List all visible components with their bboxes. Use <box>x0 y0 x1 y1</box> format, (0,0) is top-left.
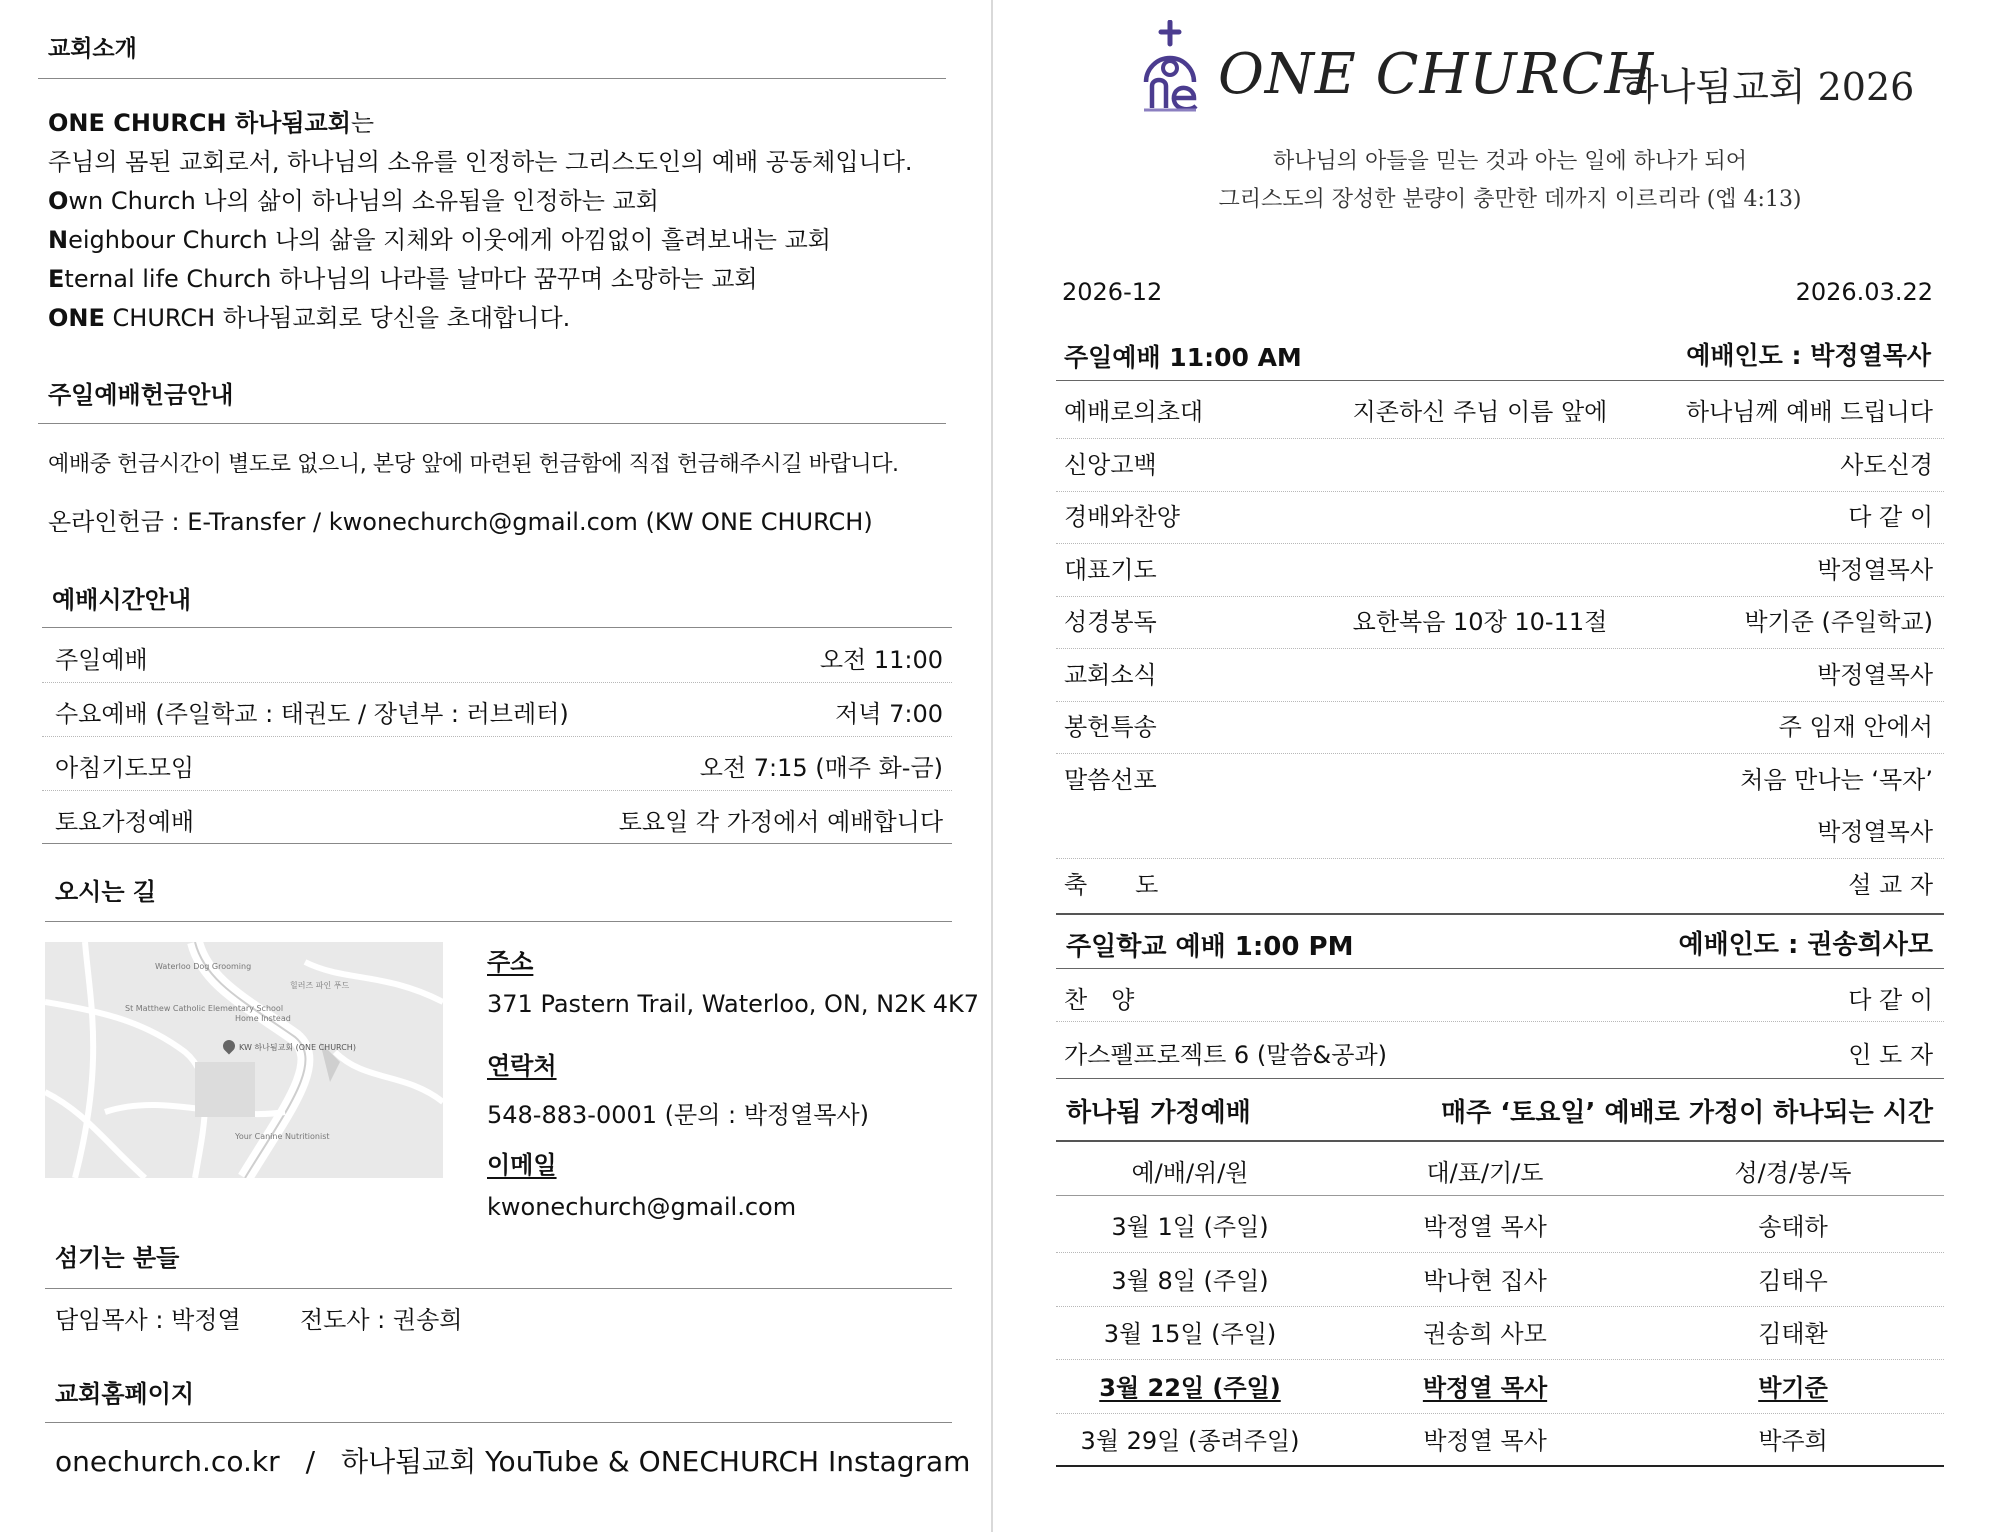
order-row-divider <box>1056 858 1944 859</box>
order-row-divider <box>1056 701 1944 702</box>
bulletin-date: 2026.03.22 <box>1795 278 1933 306</box>
roster-reading: 김태환 <box>1758 1320 1828 1348</box>
map-graphic <box>45 942 443 1178</box>
intro-line-2: 주님의 몸된 교회로서, 하나님의 소유를 인정하는 그리스도인의 예배 공동체입니다. <box>48 148 913 176</box>
map-label: St Matthew Catholic Elementary School <box>125 1004 284 1013</box>
sunday-school-leader: 예배인도 : 권송희사모 <box>1678 930 1933 960</box>
order-lead: 설 교 자 <box>1848 870 1933 899</box>
evangelist: 전도사 : 권송희 <box>300 1306 463 1334</box>
offering-rule <box>38 423 946 424</box>
order-item: 경배와찬양 <box>1064 503 1180 531</box>
order-lead: 처음 만나는 ‘목자’ <box>1740 765 1933 794</box>
sunday-school-rule <box>1056 968 1944 969</box>
map-label: Your Canine Nutritionist <box>235 1132 330 1141</box>
directions-rule <box>45 921 952 922</box>
schedule-row-name: 수요예배 (주일학교 : 태권도 / 장년부 : 러브레터) <box>55 700 569 728</box>
logo-korean: 하나됨교회 2026 <box>1622 65 1915 109</box>
schedule-row-time: 오전 11:00 <box>819 646 943 674</box>
roster-row-divider <box>1056 1359 1944 1360</box>
contact-value: 548-883-0001 (문의 : 박정열목사) <box>487 1101 870 1129</box>
schedule-row-divider <box>42 682 952 683</box>
intro-line-1: ONE CHURCH 하나됨교회는 <box>48 109 375 137</box>
roster-header-rule <box>1056 1195 1944 1196</box>
email-value[interactable]: kwonechurch@gmail.com <box>487 1193 797 1221</box>
order-detail: 지존하신 주님 이름 앞에 <box>1352 398 1608 426</box>
address-label: 주소 <box>487 948 534 976</box>
intro-line-own: Own Church 나의 삶이 하나님의 소유됨을 인정하는 교회 <box>48 187 659 215</box>
intro-church-name: ONE CHURCH 하나됨교회 <box>48 109 351 137</box>
order-detail: 요한복음 10장 10-11절 <box>1352 608 1608 636</box>
roster-header: 예/배/위/원 <box>1131 1159 1249 1187</box>
schedule-row-name: 아침기도모임 <box>55 754 195 782</box>
order-lead: 사도신경 <box>1840 450 1933 479</box>
order-item: 신앙고백 <box>1064 450 1157 479</box>
schedule-row-time: 토요일 각 가정에서 예배합니다 <box>618 808 943 836</box>
order-item: 교회소식 <box>1064 660 1157 689</box>
order-lead: 하나님께 예배 드립니다 <box>1685 398 1933 426</box>
logo-script: ONE CHURCH <box>1218 42 1655 107</box>
school-item-lead: 다 같 이 <box>1848 986 1933 1014</box>
order-lead: 다 같 이 <box>1848 503 1933 531</box>
roster-rule-bottom <box>1056 1465 1944 1467</box>
church-logo-icon <box>1138 20 1202 114</box>
online-offering: 온라인헌금 : E-Transfer / kwonechurch@gmail.com (KW ONE CHURCH) <box>48 508 873 536</box>
intro-line-invite: ONE CHURCH 하나됨교회로 당신을 초대합니다. <box>48 304 571 332</box>
order-lead: 박정열목사 <box>1817 660 1933 689</box>
address-value: 371 Pastern Trail, Waterloo, ON, N2K 4K7 <box>487 990 980 1018</box>
schedule-row-name: 주일예배 <box>55 646 148 674</box>
homepage-line: onechurch.co.kr / 하나됨교회 YouTube & ONECHURCH Instagram <box>55 1445 971 1478</box>
order-row-divider <box>1056 438 1944 439</box>
roster-reading: 김태우 <box>1758 1266 1828 1295</box>
family-worship-title: 하나됨 가정예배 <box>1066 1098 1251 1128</box>
homepage-rule <box>45 1422 952 1423</box>
order-item: 말씀선포 <box>1064 765 1157 794</box>
roster-row-divider <box>1056 1252 1944 1253</box>
order-lead: 주 임재 안에서 <box>1778 713 1933 741</box>
schedule-row-name: 토요가정예배 <box>55 808 195 836</box>
roster-prayer: 박정열 목사 <box>1422 1373 1548 1402</box>
roster-header: 대/표/기/도 <box>1426 1159 1544 1187</box>
schedule-row-time: 저녁 7:00 <box>835 700 943 728</box>
roster-prayer: 박정열 목사 <box>1423 1213 1547 1241</box>
verse-line-1: 하나님의 아들을 믿는 것과 아는 일에 하나가 되어 <box>1273 149 1747 174</box>
roster-date: 3월 15일 (주일) <box>1103 1320 1277 1348</box>
roster-date: 3월 1일 (주일) <box>1111 1213 1269 1241</box>
school-item: 가스펠프로젝트 6 (말씀&공과) <box>1064 1041 1387 1069</box>
roster-reading: 송태하 <box>1758 1213 1828 1241</box>
order-row-divider <box>1056 596 1944 597</box>
schedule-rule-top <box>42 627 952 628</box>
page-divider <box>991 0 993 1532</box>
homepage-heading: 교회홈페이지 <box>55 1380 195 1408</box>
sunday-service-title: 주일예배 11:00 AM <box>1064 343 1302 372</box>
order-item: 성경봉독 <box>1064 608 1157 636</box>
roster-date: 3월 8일 (주일) <box>1111 1266 1269 1295</box>
map-label: Home Instead <box>235 1014 291 1023</box>
map-pin-label: KW 하나됨교회 (ONE CHURCH) <box>239 1043 356 1052</box>
family-worship-rule-top <box>1056 1078 1944 1079</box>
order-item: 축 도 <box>1064 870 1159 899</box>
order-item: 예배로의초대 <box>1064 398 1204 426</box>
servants-rule <box>45 1288 952 1289</box>
map-label: Waterloo Dog Grooming <box>155 962 252 971</box>
roster-prayer: 박정열 목사 <box>1423 1427 1547 1455</box>
school-item: 찬 양 <box>1064 986 1135 1014</box>
sunday-service-rule <box>1056 380 1944 381</box>
contact-label: 연락처 <box>487 1052 557 1080</box>
email-label: 이메일 <box>487 1151 557 1179</box>
order-row-divider <box>1056 753 1944 754</box>
family-worship-desc: 매주 ‘토요일’ 예배로 가정이 하나되는 시간 <box>1441 1098 1933 1128</box>
offering-heading: 주일예배헌금안내 <box>48 381 234 409</box>
location-map[interactable] <box>45 942 443 1178</box>
school-item-lead: 인 도 자 <box>1848 1041 1933 1069</box>
roster-row-divider <box>1056 1306 1944 1307</box>
sunday-school-rule-top <box>1056 913 1944 915</box>
order-lead: 박정열목사 <box>1817 818 1933 846</box>
roster-reading: 박기준 <box>1758 1373 1828 1402</box>
schedule-heading: 예배시간안내 <box>52 586 192 614</box>
school-row-divider <box>1056 1021 1944 1022</box>
intro-line-neighbour: Neighbour Church 나의 삶을 지체와 이웃에게 아낌없이 흘려보내는 교회 <box>48 226 831 254</box>
intro-heading: 교회소개 <box>48 36 137 62</box>
order-row-divider <box>1056 648 1944 649</box>
homepage-url[interactable]: onechurch.co.kr <box>55 1445 280 1478</box>
order-row-divider <box>1056 543 1944 544</box>
order-item: 대표기도 <box>1064 555 1157 584</box>
senior-pastor: 담임목사 : 박정열 <box>55 1306 241 1334</box>
order-row-divider <box>1056 491 1944 492</box>
intro-line-eternal: Eternal life Church 하나님의 나라를 날마다 꿈꾸며 소망하는 교회 <box>48 265 758 293</box>
roster-rule-top <box>1056 1140 1944 1142</box>
roster-reading: 박주희 <box>1758 1427 1828 1455</box>
offering-text: 예배중 헌금시간이 별도로 없으니, 본당 앞에 마련된 헌금함에 직접 헌금해주시길 바랍니다. <box>48 452 899 477</box>
issue-number: 2026-12 <box>1062 278 1163 306</box>
schedule-row-divider <box>42 790 952 791</box>
intro-rule <box>38 78 946 79</box>
roster-prayer: 박나현 집사 <box>1423 1266 1547 1295</box>
sunday-school-title: 주일학교 예배 1:00 PM <box>1066 932 1354 962</box>
sunday-service-leader: 예배인도 : 박정열목사 <box>1686 341 1931 370</box>
roster-row-divider <box>1056 1413 1944 1414</box>
roster-date: 3월 29일 (종려주일) <box>1080 1427 1300 1455</box>
map-label: 힐러즈 파인 푸드 <box>290 981 350 990</box>
social-links[interactable]: 하나됨교회 YouTube & ONECHURCH Instagram <box>341 1445 971 1478</box>
schedule-rule-bottom <box>42 843 952 844</box>
schedule-row-divider <box>42 736 952 737</box>
roster-prayer: 권송희 사모 <box>1423 1320 1547 1348</box>
order-lead: 박기준 (주일학교) <box>1744 608 1933 636</box>
order-item: 봉헌특송 <box>1064 713 1157 741</box>
verse-line-2: 그리스도의 장성한 분량이 충만한 데까지 이르리라 (엡 4:13) <box>1218 187 1802 212</box>
schedule-row-time: 오전 7:15 (매주 화-금) <box>699 754 943 782</box>
servants-heading: 섬기는 분들 <box>55 1244 180 1272</box>
order-lead: 박정열목사 <box>1817 555 1933 584</box>
roster-date: 3월 22일 (주일) <box>1099 1373 1281 1402</box>
directions-heading: 오시는 길 <box>55 878 157 906</box>
roster-header: 성/경/봉/독 <box>1734 1159 1852 1187</box>
